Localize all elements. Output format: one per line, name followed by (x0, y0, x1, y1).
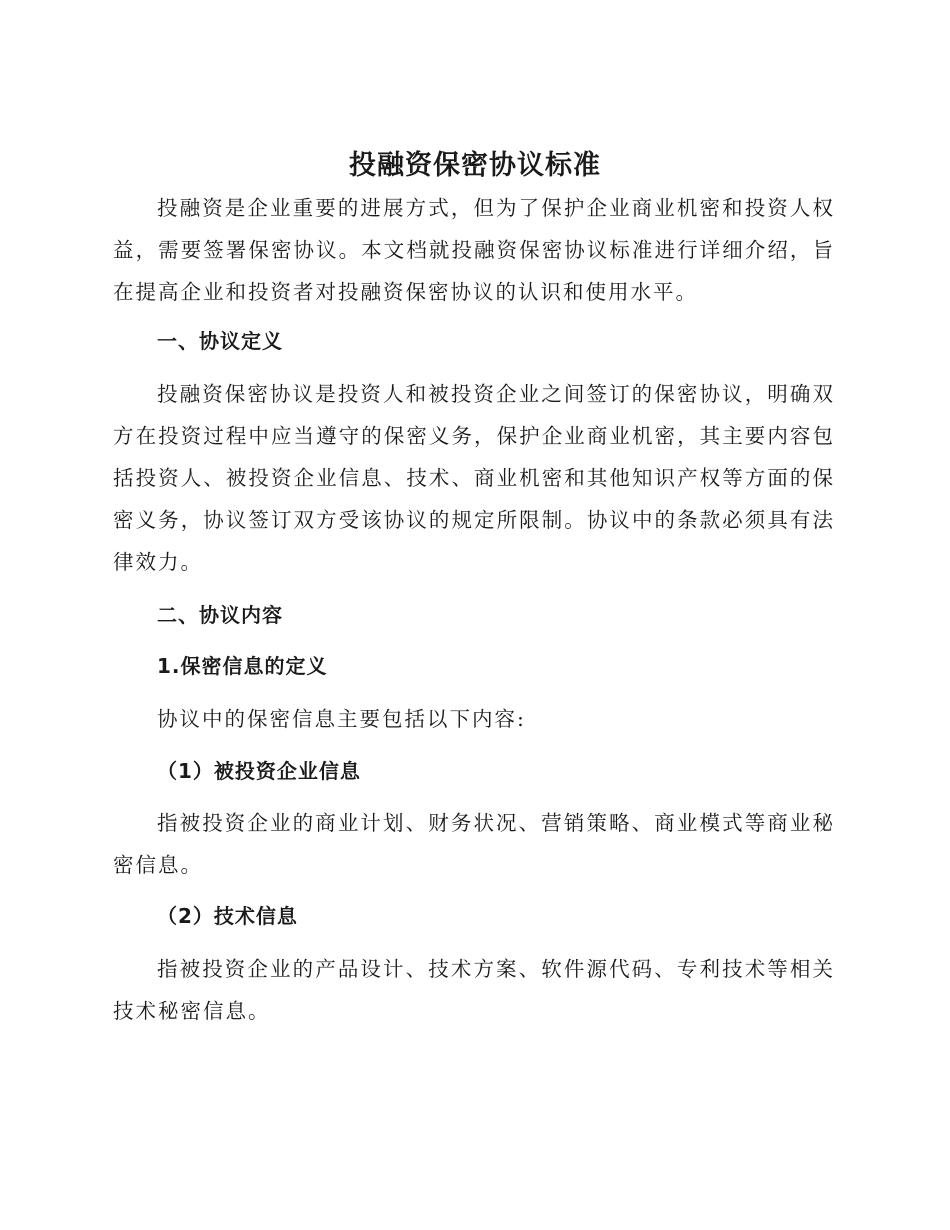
item-heading-tech-info: （2）技术信息 (157, 904, 298, 928)
section-heading-definition: 一、协议定义 (157, 329, 283, 353)
intro-paragraph: 投融资是企业重要的进展方式，但为了保护企业商业机密和投资人权益，需要签署保密协议。本文档就投融资保密协议标准进行详细介绍，旨在提高企业和投资者对投融资保密协议的认识和使用水平。 (113, 196, 835, 304)
definition-paragraph: 投融资保密协议是投资人和被投资企业之间签订的保密协议，明确双方在投资过程中应当遵守的保密义务，保护企业商业机密，其主要内容包括投资人、被投资企业信息、技术、商业机密和其他知识产权等方面的保密义务，协议签订双方受该协议的规定所限制。协议中的条款必须具有法律效力。 (113, 382, 835, 574)
document-title: 投融资保密协议标准 (349, 150, 601, 181)
company-info-paragraph: 指被投资企业的商业计划、财务状况、营销策略、商业模式等商业秘密信息。 (113, 811, 835, 877)
item-heading-company-info: （1）被投资企业信息 (157, 759, 361, 783)
tech-info-paragraph: 指被投资企业的产品设计、技术方案、软件源代码、专利技术等相关技术秘密信息。 (113, 957, 835, 1023)
confidential-info-lead: 协议中的保密信息主要包括以下内容: (157, 707, 526, 731)
subsection-heading-confidential-info: 1.保密信息的定义 (157, 654, 328, 678)
section-heading-content: 二、协议内容 (157, 603, 283, 627)
